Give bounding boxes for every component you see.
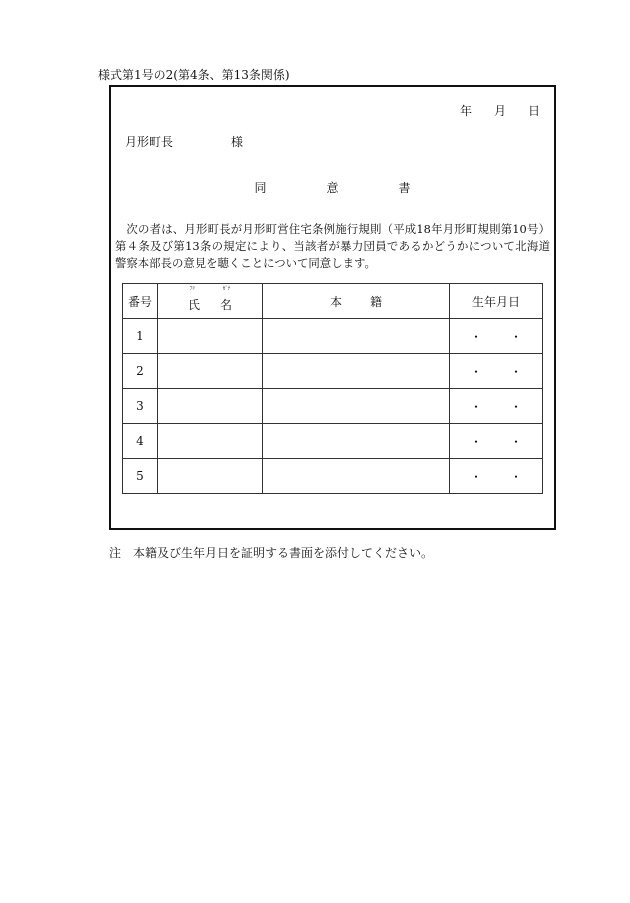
table-row	[123, 389, 543, 424]
date-separator: ・	[510, 469, 523, 484]
domicile-cell[interactable]	[263, 354, 450, 389]
birthdate-cell[interactable]	[450, 319, 543, 354]
birthdate-cell[interactable]	[450, 424, 543, 459]
furigana-2: ｶﾞﾅ	[222, 286, 231, 292]
header-domicile	[263, 284, 450, 319]
name-char-1: 氏	[187, 297, 200, 312]
addressee-name: 月形町長	[125, 135, 174, 149]
row-number: 5	[123, 459, 158, 494]
day-label: 日	[527, 104, 540, 118]
consent-form-frame	[109, 85, 556, 530]
header-number: 番号	[123, 284, 158, 319]
name-cell[interactable]	[158, 459, 263, 494]
month-label: 月	[493, 104, 506, 118]
date-separator: ・	[469, 399, 482, 414]
date-separator: ・	[469, 469, 482, 484]
addressee	[125, 133, 243, 150]
date-separator: ・	[510, 329, 523, 344]
domicile-cell[interactable]	[263, 424, 450, 459]
birthdate-cell[interactable]	[450, 354, 543, 389]
footnote	[109, 544, 433, 561]
domicile-char-2: 籍	[370, 294, 383, 309]
birthdate-cell[interactable]	[450, 459, 543, 494]
form-label: 様式第1号の2(第4条、第13条関係)	[98, 68, 290, 82]
table-row	[123, 459, 543, 494]
table-row	[123, 424, 543, 459]
header-birthdate: 生年月日	[450, 284, 543, 319]
table-header-row	[123, 284, 543, 319]
name-cell[interactable]	[158, 424, 263, 459]
row-number: 1	[123, 319, 158, 354]
date-separator: ・	[510, 364, 523, 379]
title-char-1: 同	[254, 181, 267, 195]
title-char-3: 書	[398, 181, 411, 195]
date-separator: ・	[510, 399, 523, 414]
domicile-cell[interactable]	[263, 389, 450, 424]
birthdate-cell[interactable]	[450, 389, 543, 424]
furigana-1: ﾌﾘ	[189, 286, 195, 292]
consent-statement: 次の者は、月形町長が月形町営住宅条例施行規則（平成18年月形町規則第10号）第４条及び第13条の規定により、当該者が暴力団員であるかどうかについて北海道警察本部長の意見を聴くことについて同意します。	[115, 222, 550, 270]
domicile-cell[interactable]	[263, 459, 450, 494]
addressee-honorific: 様	[231, 135, 244, 149]
date-separator: ・	[469, 329, 482, 344]
year-label: 年	[459, 104, 472, 118]
name-cell[interactable]	[158, 354, 263, 389]
furigana-row	[158, 286, 262, 292]
name-cell[interactable]	[158, 319, 263, 354]
footnote-text: 本籍及び生年月日を証明する書面を添付してください。	[133, 546, 434, 560]
roster-table	[122, 283, 543, 494]
table-row	[123, 319, 543, 354]
name-cell[interactable]	[158, 389, 263, 424]
domicile-char-1: 本	[329, 294, 342, 309]
header-name	[158, 284, 263, 319]
footnote-mark: 注	[109, 546, 122, 560]
table-row	[123, 354, 543, 389]
name-char-2: 名	[220, 297, 233, 312]
title-char-2: 意	[326, 181, 339, 195]
row-number: 4	[123, 424, 158, 459]
date-separator: ・	[510, 434, 523, 449]
document-title	[111, 179, 554, 196]
domicile-cell[interactable]	[263, 319, 450, 354]
date-separator: ・	[469, 434, 482, 449]
date-line	[460, 102, 540, 119]
date-separator: ・	[469, 364, 482, 379]
row-number: 2	[123, 354, 158, 389]
row-number: 3	[123, 389, 158, 424]
